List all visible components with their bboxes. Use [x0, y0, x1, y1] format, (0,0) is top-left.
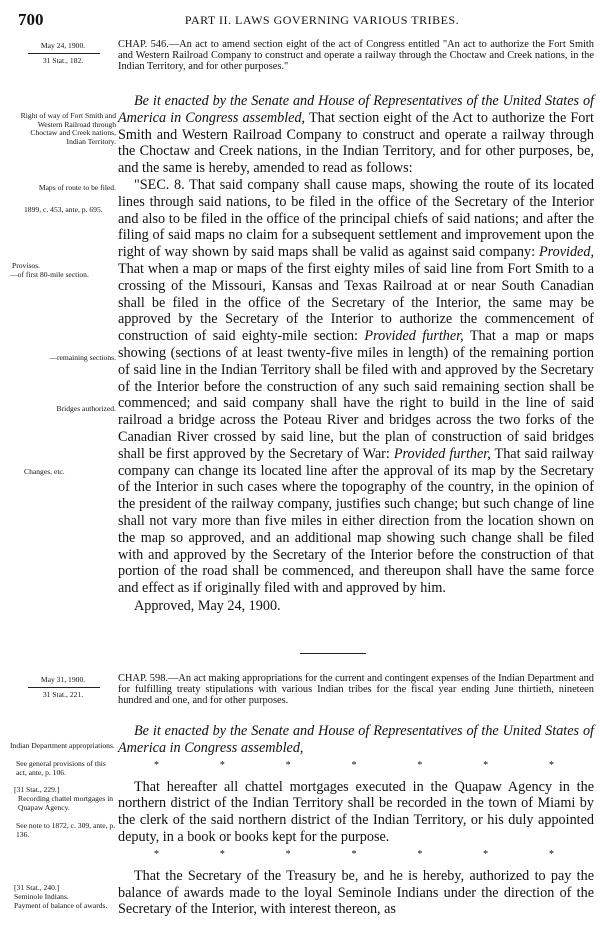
act2-enacting-clause: Be it enacted by the Senate and House of Representatives of the United States of America in Congress assembled,	[118, 723, 594, 756]
margin-provisos: Provisos.	[12, 261, 41, 270]
page-header	[18, 10, 586, 32]
section-divider	[300, 653, 366, 654]
act2-date-rule	[28, 687, 100, 688]
act1-date: May 24, 1900.	[40, 41, 86, 50]
act2-stat: 31 Stat., 221.	[42, 690, 84, 699]
margin-maps: Maps of route to be filed.	[38, 183, 116, 192]
margin-stat229: [31 Stat., 229.]	[14, 785, 60, 794]
act2-seminole-paragraph: That the Secretary of the Treasury be, and he is hereby, authorized to pay the balance of awards made to the loyal Seminole Indians under the direction of the Secretary of the Interior, with interest thereon, as	[118, 867, 594, 918]
act2-date: May 31, 1900.	[40, 675, 86, 684]
margin-remaining: —remaining sections.	[49, 353, 116, 362]
margin-ref: 1899, c. 453, ante, p. 695.	[24, 205, 103, 214]
margin-see-general: See general provisions of this act, ante, p. 106.	[16, 759, 106, 777]
act1-stat: 31 Stat., 182.	[42, 56, 84, 65]
act1-approved: Approved, May 24, 1900.	[134, 597, 281, 614]
margin-stat240: [31 Stat., 240.]	[14, 883, 60, 892]
running-title: PART II. LAWS GOVERNING VARIOUS TRIBES.	[184, 13, 460, 27]
margin-payment: Payment of balance of awards.	[14, 901, 108, 910]
margin-bridges: Bridges authorized.	[56, 404, 116, 413]
act1-chapter-summary: CHAP. 546.—An act to amend section eight of the act of Congress entitled "An act to authorize the Fort Smith and Western Railroad Company to construct and operate a railway through the Choctaw and Creek nations, in the Indian Territory, and for other purposes."	[118, 39, 594, 73]
margin-seminole: Seminole Indians.	[14, 892, 69, 901]
margin-appropriations: Indian Department appropriations.	[10, 741, 115, 750]
margin-right-of-way: Right of way of Fort Smith and Western Railroad through Choctaw and Creek nations, Indian Territory.	[20, 111, 116, 146]
act2-quapaw-paragraph: That hereafter all chattel mortgages executed in the Quapaw Agency in the northern district of the Indian Territory shall be recorded in the town of Miami by the clerk of the said northern district of the Indian Territory, or his duly appointed deputy, in a book or books kept for the purpose.	[118, 778, 594, 845]
margin-recording: Recording chattel mortgages in Quapaw Agency.	[18, 794, 114, 812]
act1-enacting-clause: Be it enacted by the Senate and House of Representatives of the United States of America in Congress assembled, That section eight of the Act to authorize the Fort Smith and Western Railroad Company to construct and operate a railway through the Choctaw and Creek nations, in the Indian Territory, and for other purposes, be, and the same is hereby, amended to read as follows:	[118, 93, 594, 177]
page-number: 700	[18, 10, 44, 29]
omission-stars-1: * * * * * * *	[154, 759, 554, 771]
omission-stars-2: * * * * * * *	[154, 848, 554, 860]
act2-chapter-summary: CHAP. 598.—An act making appropriations for the current and contingent expenses of the Indian Department and for fulfilling treaty stipulations with various Indian tribes for the fiscal year ending June thirtieth, nineteen hundred and one, and for other purposes.	[118, 673, 594, 707]
margin-first80: —of first 80-mile section.	[10, 270, 89, 279]
act2-body	[118, 723, 594, 918]
margin-changes: Changes, etc.	[24, 467, 65, 476]
act1-section-8: "SEC. 8. That said company shall cause maps, showing the route of its located lines through said nations, to be filed in the office of the Secretary of the Interior and also to be filed in the office of the principal chiefs of said nations; and after the filing of said maps no claim for a subsequent settlement and improvement upon the right of way shown by said maps shall be valid as against said company: Provided, That when a map or maps of the first eighty miles of said line from Fort Smith to a crossing of the Missouri, Kansas and Texas Railroad at or near South Canadian shall be filed in the office of the Secretary of the Interior, the same may be approved by the Secretary of the Interior to authorize the commencement of construction of said eighty-mile section: Provided further, That a map or maps showing (sections of at least twenty-five miles in length) of the remaining portion of said line in the Indian Territory shall be filed with and approved by the Secretary of the Interior before the construction of any such said remaining section shall be commenced; and said company shall have the right to build in the line of said railroad a bridge across the Poteau River and bridges across the two forks of the Canadian River crossed by said line, but the plan of construction of said bridges shall be first approved by the Secretary of War: Provided further, That said railway company can change its located line after the approval of its map by the Secretary of the Interior in such cases where the topography of the country, in the opinion of the president of the railway company, justifies such change; but such change of line shall not vary more than five miles in either direction from the location shown on the map so approved, and an additional map showing such change shall be filed with and approved by the Secretary of the Interior before the construction of that portion of the road shall be commenced, and thereupon shall have the same force and effect as if originally filed with and approved by him.	[118, 176, 594, 597]
act1-body	[118, 93, 594, 615]
margin-see-note: See note to 1872, c. 309, ante, p. 136.	[16, 821, 116, 839]
act1-date-rule	[28, 53, 100, 54]
